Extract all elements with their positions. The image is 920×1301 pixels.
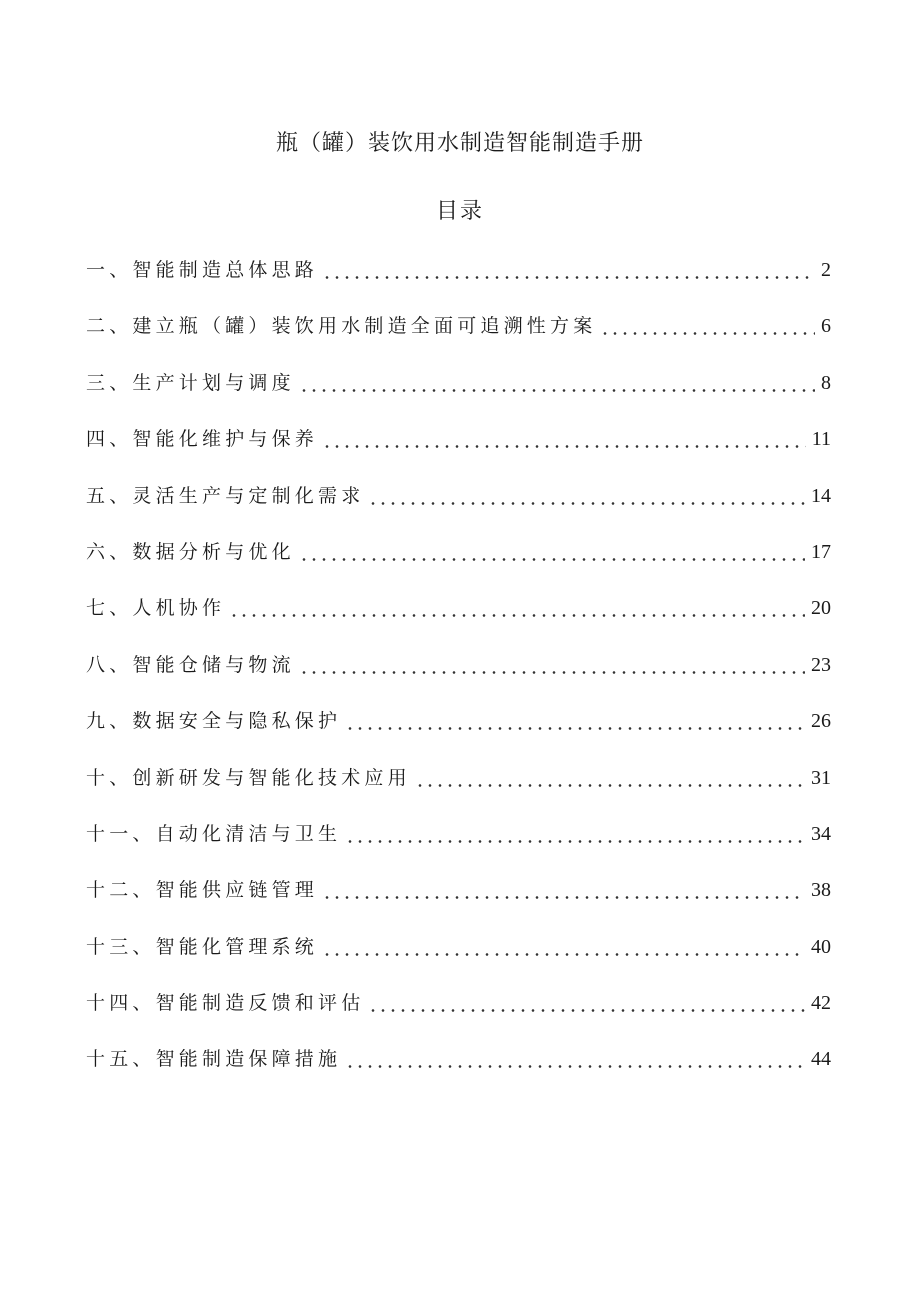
toc-entry[interactable] [86, 762, 831, 818]
toc-entry[interactable] [86, 254, 831, 310]
toc-entry-page[interactable]: 23 [811, 653, 831, 676]
toc-entry[interactable] [86, 649, 831, 705]
toc-entry-page[interactable]: 14 [811, 484, 831, 507]
toc-entry-page[interactable]: 2 [821, 259, 831, 281]
toc-entry[interactable] [86, 987, 831, 1043]
toc-entry[interactable] [86, 367, 831, 423]
document-title: 瓶（罐）装饮用水制造智能制造手册 [275, 131, 644, 156]
toc-entry-label[interactable]: 四、智能化维护与保养 [86, 428, 319, 451]
toc-dot-leader [415, 762, 805, 794]
toc-entry-page[interactable]: 44 [811, 1048, 831, 1071]
toc-entry[interactable] [86, 705, 831, 761]
toc-heading: 目录 [435, 199, 484, 224]
toc-entry[interactable] [86, 874, 831, 930]
toc-dot-leader [322, 254, 815, 286]
toc-entry-label[interactable]: 十五、智能制造保障措施 [86, 1048, 342, 1071]
toc-entry-label[interactable]: 七、人机协作 [86, 597, 226, 620]
toc-dot-leader [322, 931, 805, 963]
toc-entry-label[interactable]: 三、生产计划与调度 [86, 371, 295, 394]
toc-entry-label[interactable]: 十三、智能化管理系统 [86, 935, 319, 958]
toc-entry-page[interactable]: 20 [811, 597, 831, 620]
toc-dot-leader [345, 818, 805, 850]
toc-entry-page[interactable]: 40 [811, 935, 831, 958]
toc-dot-leader [600, 310, 815, 342]
toc-entry-label[interactable]: 十四、智能制造反馈和评估 [86, 992, 365, 1015]
toc-entry-label[interactable]: 二、建立瓶（罐）装饮用水制造全面可追溯性方案 [86, 315, 597, 338]
toc-entry[interactable] [86, 310, 831, 366]
toc-dot-leader [299, 649, 805, 681]
toc-entry[interactable] [86, 536, 831, 592]
toc-entry-label[interactable]: 八、智能仓储与物流 [86, 653, 295, 676]
toc-entry-label[interactable]: 十二、智能供应链管理 [86, 879, 319, 902]
toc-entry[interactable] [86, 480, 831, 536]
toc-entry-label[interactable]: 十、创新研发与智能化技术应用 [86, 766, 411, 789]
toc-entry-page[interactable]: 6 [821, 315, 831, 338]
toc-entry-page[interactable]: 8 [821, 371, 831, 394]
toc-entry-label[interactable]: 九、数据安全与隐私保护 [86, 710, 342, 733]
toc-entry-page[interactable]: 38 [811, 879, 831, 902]
toc-entry-page[interactable]: 34 [811, 822, 831, 845]
toc-dot-leader [322, 874, 805, 906]
toc-entry[interactable] [86, 931, 831, 987]
toc-dot-leader [368, 480, 805, 512]
toc-dot-leader [345, 705, 805, 737]
toc-dot-leader [345, 1043, 805, 1075]
toc-dot-leader [368, 987, 805, 1019]
toc-dot-leader [299, 536, 805, 568]
toc-entry[interactable] [86, 818, 831, 874]
toc-entry[interactable] [86, 1043, 831, 1099]
toc-entry-page[interactable]: 42 [811, 992, 831, 1015]
toc-entry-label[interactable]: 十一、自动化清洁与卫生 [86, 822, 342, 845]
toc-entry-page[interactable]: 17 [811, 540, 831, 563]
toc-entry-label[interactable]: 一、智能制造总体思路 [86, 259, 319, 281]
toc-dot-leader [322, 423, 806, 455]
toc-entry[interactable] [86, 592, 831, 648]
toc-dot-leader [299, 367, 815, 399]
toc-entry-label[interactable]: 五、灵活生产与定制化需求 [86, 484, 365, 507]
toc-entry[interactable] [86, 423, 831, 479]
table-of-contents [86, 254, 831, 1100]
toc-dot-leader [229, 592, 805, 624]
toc-entry-page[interactable]: 26 [811, 710, 831, 733]
toc-entry-page[interactable]: 31 [811, 766, 831, 789]
toc-entry-label[interactable]: 六、数据分析与优化 [86, 540, 295, 563]
toc-entry-page[interactable]: 11 [811, 428, 831, 451]
